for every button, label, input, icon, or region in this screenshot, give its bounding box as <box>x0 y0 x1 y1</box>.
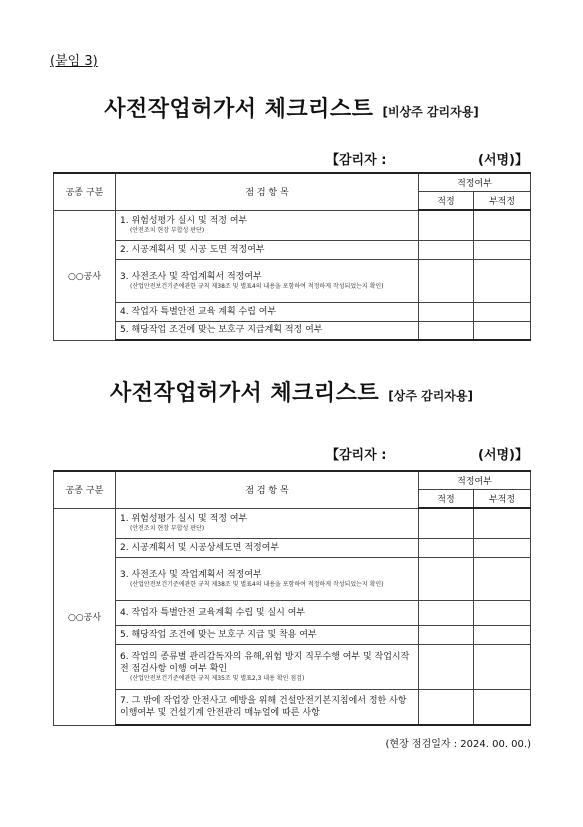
check-item-cell <box>116 240 419 259</box>
check-item-cell <box>116 625 419 644</box>
header-ok: 적정 <box>419 192 474 211</box>
check-item-note: (산업안전보건기준에관한 규칙 제35조 및 별표2,3 내용 확인 점검) <box>130 674 305 682</box>
signature-label: (서명)】 <box>478 153 528 168</box>
header-not-ok: 부적정 <box>474 490 531 509</box>
not-ok-checkbox-cell[interactable] <box>474 302 531 321</box>
not-ok-checkbox-cell[interactable] <box>474 625 531 644</box>
table-row <box>54 321 531 340</box>
not-ok-checkbox-cell[interactable] <box>474 259 531 302</box>
ok-checkbox-cell[interactable] <box>419 321 474 340</box>
check-item-text: 1. 위험성평가 실시 및 적정 여부 <box>120 514 248 524</box>
check-item-cell <box>116 538 419 557</box>
header-ok: 적정 <box>419 490 474 509</box>
check-item-text: 4. 작업자 특별안전 교육 계획 수립 여부 <box>120 306 277 317</box>
check-item-note: (산업안전보건기준에관한 규칙 제38조 및 별표4의 내용을 포함하여 적정하게 작성되었는지 확인) <box>130 580 384 588</box>
check-item-text: 4. 작업자 특별안전 교육계획 수립 및 실시 여부 <box>120 607 306 618</box>
not-ok-checkbox-cell[interactable] <box>474 644 531 689</box>
work-type-cell: ○○공사 <box>54 508 116 725</box>
ok-checkbox-cell[interactable] <box>419 240 474 259</box>
header-check-item: 점 검 항 목 <box>116 173 419 210</box>
not-ok-checkbox-cell[interactable] <box>474 600 531 625</box>
check-item-cell <box>116 600 419 625</box>
check-item-text: 3. 사전조사 및 작업계획서 적정여부 <box>120 271 262 282</box>
supervisor-label: 【감리자 : <box>326 153 387 168</box>
section-2-title <box>0 376 583 407</box>
not-ok-checkbox-cell[interactable] <box>474 321 531 340</box>
check-item-text: 2. 시공계획서 및 시공상세도면 적정여부 <box>120 542 280 553</box>
check-item-cell <box>116 557 419 600</box>
header-work-type: 공종 구분 <box>54 173 116 210</box>
signature-label: (서명)】 <box>478 448 528 463</box>
check-item-text: 7. 그 밖에 작업장 안전사고 예방을 위해 건설안전기본지침에서 정한 사항 이행여부 및 건설기계 안전관리 매뉴얼에 따른 사항 <box>120 695 407 718</box>
not-ok-checkbox-cell[interactable] <box>474 557 531 600</box>
check-item-text: 5. 해당작업 조건에 맞는 보호구 지급계획 적정 여부 <box>120 325 323 336</box>
check-item-text: 2. 시공계획서 및 시공 도면 적정여부 <box>120 244 265 255</box>
not-ok-checkbox-cell[interactable] <box>474 240 531 259</box>
header-work-type: 공종 구분 <box>54 471 116 508</box>
ok-checkbox-cell[interactable] <box>419 259 474 302</box>
check-item-cell <box>116 210 419 240</box>
section-2-title-sub: [상주 감리자용] <box>388 389 473 403</box>
header-suitability: 적정여부 <box>419 471 531 490</box>
check-item-note: (안전조치 현장 부합성 판단) <box>130 227 205 234</box>
section-1-checklist-table <box>53 172 531 341</box>
table-row <box>54 644 531 689</box>
check-item-note: (산업안전보건기준에관한 규칙 제38조 및 별표4의 내용을 포함하여 적정하게 작성되었는지 확인) <box>130 282 384 290</box>
table-row <box>54 689 531 725</box>
ok-checkbox-cell[interactable] <box>419 508 474 538</box>
supervisor-label: 【감리자 : <box>326 448 387 463</box>
check-item-note: (안전조치 현장 부합성 판단) <box>130 525 205 532</box>
table-row <box>54 508 531 538</box>
check-item-cell <box>116 689 419 725</box>
table-row <box>54 538 531 557</box>
inspection-date: (현장 점검일자 : 2024. 00. 00.) <box>385 739 531 750</box>
header-check-item: 점 검 항 목 <box>116 471 419 508</box>
section-2-checklist-table <box>53 470 531 726</box>
check-item-cell <box>116 508 419 538</box>
not-ok-checkbox-cell[interactable] <box>474 508 531 538</box>
table-row <box>54 600 531 625</box>
ok-checkbox-cell[interactable] <box>419 600 474 625</box>
not-ok-checkbox-cell[interactable] <box>474 210 531 240</box>
ok-checkbox-cell[interactable] <box>419 302 474 321</box>
check-item-text: 1. 위험성평가 실시 및 적정 여부 <box>120 216 248 226</box>
check-item-text: 3. 사전조사 및 작업계획서 적정여부 <box>120 569 262 580</box>
table-row <box>54 259 531 302</box>
table-row <box>54 240 531 259</box>
check-item-text: 5. 해당작업 조건에 맞는 보호구 지급 및 착용 여부 <box>120 629 317 640</box>
ok-checkbox-cell[interactable] <box>419 557 474 600</box>
table-row <box>54 625 531 644</box>
section-1-title <box>0 92 583 123</box>
table-row <box>54 210 531 240</box>
work-type-cell: ○○공사 <box>54 210 116 340</box>
check-item-cell <box>116 321 419 340</box>
section-2-title-main: 사전작업허가서 체크리스트 <box>110 381 380 406</box>
section-1-title-main: 사전작업허가서 체크리스트 <box>104 97 374 122</box>
attachment-label: (붙임 3) <box>50 54 98 69</box>
table-row <box>54 557 531 600</box>
check-item-text: 6. 작업의 종류별 관리감독자의 유해,위험 방지 직무수행 여부 및 작업시작 전 점검사항 이행 여부 확인 <box>120 651 410 674</box>
not-ok-checkbox-cell[interactable] <box>474 538 531 557</box>
check-item-cell <box>116 302 419 321</box>
ok-checkbox-cell[interactable] <box>419 644 474 689</box>
ok-checkbox-cell[interactable] <box>419 689 474 725</box>
check-item-cell <box>116 259 419 302</box>
ok-checkbox-cell[interactable] <box>419 538 474 557</box>
ok-checkbox-cell[interactable] <box>419 625 474 644</box>
check-item-cell <box>116 644 419 689</box>
header-suitability: 적정여부 <box>419 173 531 192</box>
not-ok-checkbox-cell[interactable] <box>474 689 531 725</box>
section-1-title-sub: [비상주 감리자용] <box>382 105 479 119</box>
ok-checkbox-cell[interactable] <box>419 210 474 240</box>
table-row <box>54 302 531 321</box>
header-not-ok: 부적정 <box>474 192 531 211</box>
